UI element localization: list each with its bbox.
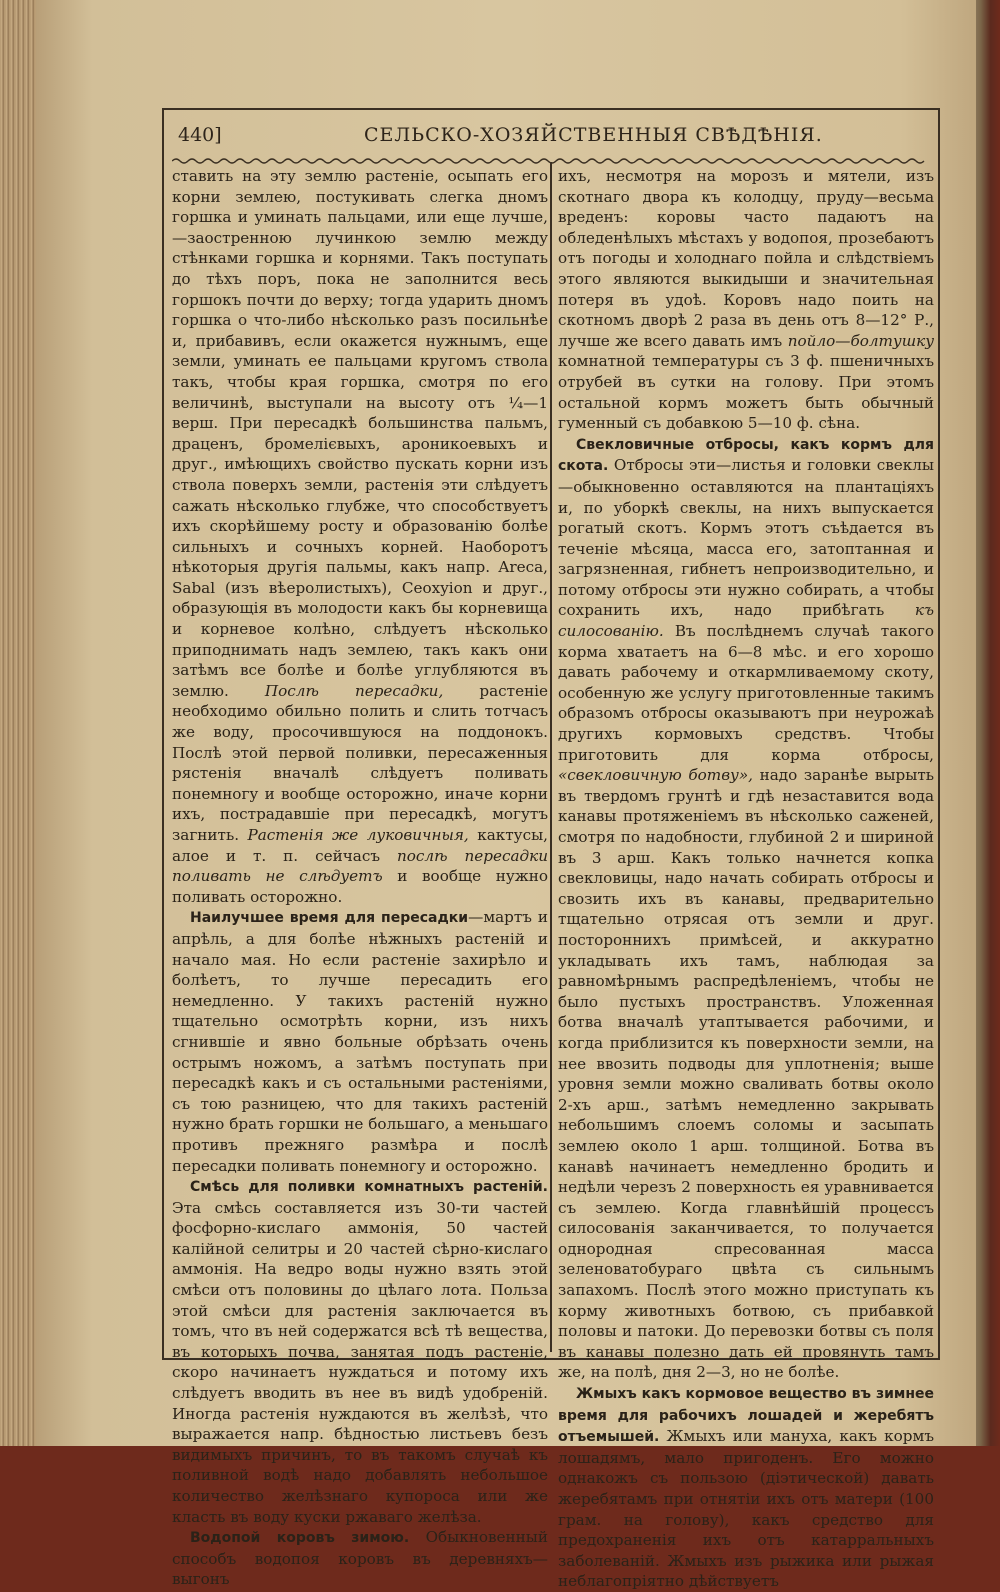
paragraph-watering-cows xyxy=(172,1527,548,1590)
paragraph-best-time xyxy=(172,907,548,1176)
section-heading: Наилучшее время для пересадки xyxy=(190,910,469,927)
text-span: растеніе необходимо обильно полить и слить тотчасъ же воду, просочившуюся на поддонокъ. Послѣ этой первой поливки, пересаженныя рястенія вначалѣ слѣдуетъ поливать понемногу и вообще осторожно, иначе корни ихъ, пострадавшіе при пересадкѣ, могутъ загнить. xyxy=(172,681,549,844)
text-span: Обыкновенный способъ водопоя коровъ въ деревняхъ—выгонъ xyxy=(172,1528,548,1589)
page-frame xyxy=(162,108,940,1591)
text-span: Отбросы эти—листья и головки свеклы—обыкновенно оставляются на плантаціяхъ и, по уборкѣ свеклы, на нихъ выпускается рогатый скотъ. Кормъ этотъ съѣдается въ теченіе мѣсяца, масса его, затоптанная и загрязненная, гибнетъ непроизводительно, и потому отбросы эти нужно собирать, а чтобы сохранить ихъ, надо прибѣгать xyxy=(558,456,934,620)
italic-span: пойло—болтушку xyxy=(787,331,935,350)
text-span: кактусы, алое и т. п. сейчасъ xyxy=(172,826,549,865)
text-span: комнатной температуры съ 3 ф. пшеничныхъ отрубей въ сутки на голову. При этомъ остальной кормъ можетъ быть обычный гуменный съ добавкою 5—10 ф. сѣна. xyxy=(558,352,934,433)
italic-span: послѣ пересадки поливать не слѣдуетъ xyxy=(172,846,548,886)
section-heading: Свекловичные отбросы, какъ кормъ для скота. xyxy=(558,436,934,475)
section-heading: Водопой коровъ зимою. xyxy=(190,1530,410,1547)
text-span: ставить на эту землю растеніе, осыпать его корни землею, постукивать слегка дномъ горшка и уминать пальцами, или еще лучше,—заостренною лучинкою землю между стѣнками горшка и корнями. Такъ поступать до тѣхъ поръ, пока не заполнится весь горшокъ почти до верху; тогда ударить дномъ горшка о что-либо нѣсколько разъ посильнѣе и, прибавивъ, если окажется нужнымъ, еще земли, уминать ее пальцами кругомъ ствола такъ, чтобы края горшка, смотря по его величинѣ, выступали на высоту отъ ¼—1 верш. При пересадкѣ большинства пальмъ, драценъ, бромелієвыхъ, ароникоевыхъ и друг., имѣющихъ свойство пускать корни изъ ствола поверхъ земли, растенія эти слѣдуетъ сажать нѣсколько глубже, что способствуетъ ихъ скорѣйшему росту и образованію болѣе сильныхъ и сочныхъ корней. Наоборотъ нѣкоторыя другія пальмы, какъ напр. Areca, Sabal (изъ вѣеролистыхъ), Ceoxyion и друг., образующія въ молодости какъ бы корневища и корневое колѣно, слѣдуетъ нѣсколько приподнимать надъ землею, такъ какъ они затѣмъ все болѣе и болѣе углубляются въ землю. xyxy=(172,167,548,700)
left-column xyxy=(172,166,548,1590)
running-title: СЕЛЬСКО-ХОЗЯЙСТВЕННЫЯ СВѢДѢНІЯ. xyxy=(364,124,823,146)
text-span: Жмыхъ или мануха, какъ кормъ лошадямъ, мало пригоденъ. Его можно однакожъ съ пользою (діэтической) давать жеребятамъ при отнятіи ихъ отъ матери (100 грам. на голову), какъ средство для предохраненія ихъ отъ катарральныхъ заболеваній. Жмыхъ изъ рыжика или рыжая неблагопріятно дѣйствуетъ xyxy=(558,1427,935,1591)
section-heading: Смѣсь для поливки комнатныхъ растеній. xyxy=(190,1179,548,1196)
text-span: и вообще нужно поливать осторожно. xyxy=(172,867,548,906)
italic-span: Растенія же луковичныя, xyxy=(247,826,469,844)
text-span: ихъ, несмотря на морозъ и мятели, изъ скотнаго двора къ колодцу, пруду—весьма вреденъ: коровы часто падаютъ на обледенѣлыхъ мѣстахъ у водопоя, прозебаютъ отъ погоды и холоднаго пойла и слѣдствіемъ этого являются выкидыши и значительная потеря въ удоѣ. Коровъ надо поить на скотномъ дворѣ 2 раза въ день отъ 8—12° Р., лучше же всего давать имъ xyxy=(558,167,934,350)
paragraph-mixture xyxy=(172,1176,548,1527)
book-page xyxy=(36,0,976,1591)
page-header xyxy=(164,110,938,160)
italic-span: Послѣ пересадки, xyxy=(264,681,444,700)
text-span: Эта смѣсь составляется изъ 30-ти частей фосфорно-кислаго аммонія, 50 частей калійной селитры и 20 частей сѣрно-кислаго аммонія. На ведро воды нужно взять этой смѣси отъ половины до цѣлаго лота. Польза этой смѣси для растенія заключается въ томъ, что въ ней содержатся всѣ тѣ вещества, въ которыхъ почва, занятая подъ растеніе, скоро начинаетъ нуждаться и потому ихъ слѣдуетъ вводить въ нее въ видѣ удобреній. Иногда растенія нуждаются въ желѣзѣ, что выражается напр. бѣдностью листьевъ безъ видимыхъ причинъ, то въ такомъ случаѣ къ поливной водѣ надо добавлять небольшое количество желѣзнаго купороса или же класть въ воду куски ржаваго желѣза. xyxy=(172,1198,548,1526)
paragraph-watering-continued xyxy=(558,166,934,434)
paragraph-repotting xyxy=(172,166,548,907)
text-span: —мартъ и апрѣль, а для болѣе нѣжныхъ растеній и начало мая. Но если растеніе захирѣло и болѣетъ, то лучше пересадить его немедленно. У такихъ растеній нужно тщательно осмотрѣть корни, изъ нихъ сгнившіе и явно больные обрѣзать очень острымъ ножомъ, а затѣмъ поступать при пересадкѣ какъ и съ остальными растеніями, съ тою разницею, что для такихъ растеній нужно брать горшки не большаго, а меньшаго противъ прежняго размѣра и послѣ пересадки поливать понемногу и осторожно. xyxy=(172,908,549,1175)
section-heading: Жмыхъ какъ кормовое вещество въ зимнее время для рабочихъ лошадей и жеребятъ отъемышей. xyxy=(558,1386,934,1446)
text-span: надо заранѣе вырыть въ твердомъ грунтѣ и гдѣ незаставится вода канавы протяженіемъ въ нѣсколько саженей, смотря по надобности, глубиной 2 и шириной въ 3 арш. Какъ только начнется копка свекловицы, надо начать собирать отбросы и свозить ихъ въ канавы, предварительно тщательно отрясая отъ земли и друг. постороннихъ примѣсей, и аккуратно укладывать ихъ тамъ, наблюдая за равномѣрнымъ распредѣленіемъ, чтобы не было пустыхъ пространствъ. Уложенная ботва вначалѣ утаптывается рабочими, и когда приблизится къ поверхности земли, на нее ввозить подводы для уплотненія; выше уровня земли можно сваливать ботвы около 2-хъ арш., затѣмъ немедленно закрывать небольшимъ слоемъ соломы и засыпать землею около 1 арш. толщиной. Ботва въ канавѣ начинаетъ немедленно бродить и недѣли черезъ 2 поверхность ея уравнивается съ землею. Когда главнѣйшій процессъ силосованія заканчивается, то получается однородная спресованная масса зеленоватобураго цвѣта съ сильнымъ запахомъ. Послѣ этого можно приступать къ корму животныхъ ботвою, съ прибавкой половы и патоки. До перевозки ботвы съ поля въ канавы полезно дать ей провянуть тамъ же, на полѣ, дня 2—3, но не болѣе. xyxy=(558,766,934,1382)
column-divider xyxy=(550,162,552,1352)
text-span: Въ послѣднемъ случаѣ такого корма хватаетъ на 6—8 мѣс. и его хорошо давать рабочему и откармливаемому скоту, особенную же услугу приготовленные такимъ образомъ отбросы оказываютъ при неурожаѣ другихъ кормовыхъ средствъ. Чтобы приготовить для корма отбросы, xyxy=(558,622,934,764)
paragraph-oilcake xyxy=(558,1383,934,1592)
italic-span: къ силосованію. xyxy=(558,601,935,641)
book-page-edges xyxy=(0,0,40,1446)
paragraph-beet-waste xyxy=(558,434,934,1383)
page-number: 440] xyxy=(178,124,222,146)
right-column xyxy=(558,166,934,1592)
italic-span: «свекловичную ботву», xyxy=(558,766,753,785)
